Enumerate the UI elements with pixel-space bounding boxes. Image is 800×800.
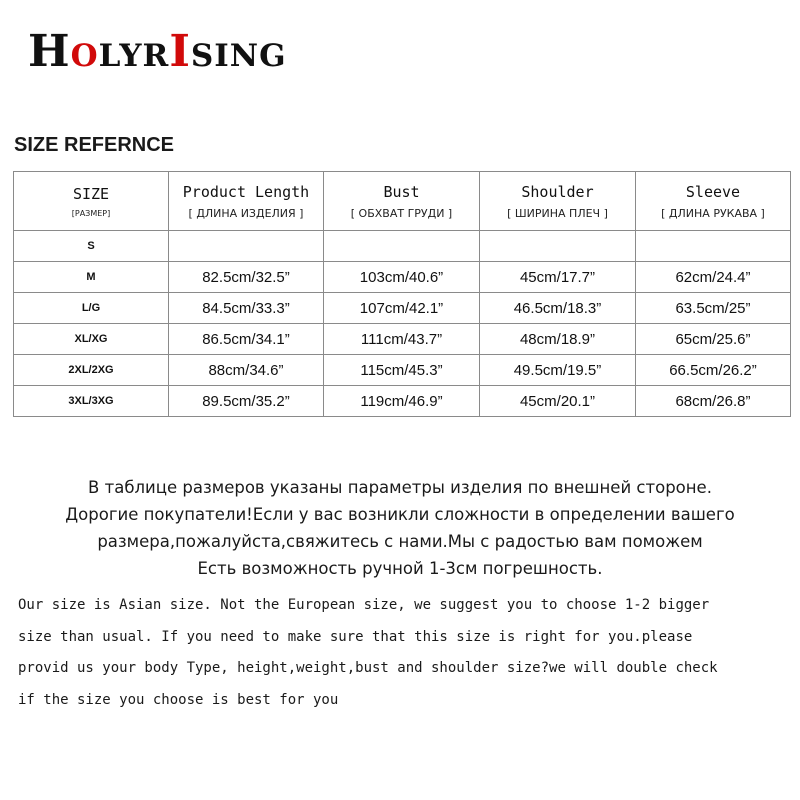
header-sleeve-label: Sleeve	[685, 182, 741, 201]
russian-size-note	[0, 474, 800, 582]
shoulder-cell: 46.5cm/18.3”	[480, 293, 636, 324]
brand-logo	[28, 26, 287, 78]
bust-cell: 103cm/40.6”	[324, 262, 480, 293]
header-product-length-sub: [ ДЛИНА ИЗДЕЛИЯ ]	[188, 206, 304, 220]
size-table	[13, 171, 791, 417]
header-shoulder-sub: [ ШИРИНА ПЛЕЧ ]	[507, 206, 608, 220]
shoulder-cell: 48cm/18.9”	[480, 324, 636, 355]
sleeve-cell: 65cm/25.6”	[636, 324, 791, 355]
logo-part-3: LYR	[98, 38, 170, 74]
size-cell: S	[14, 231, 169, 262]
size-cell: 2XL/2XG	[14, 355, 169, 386]
length-cell: 84.5cm/33.3”	[169, 293, 324, 324]
table-header-row	[14, 172, 791, 231]
table-row	[14, 262, 791, 293]
bust-cell: 107cm/42.1”	[324, 293, 480, 324]
length-cell: 82.5cm/32.5”	[169, 262, 324, 293]
header-sleeve-sub: [ ДЛИНА РУКАВА ]	[661, 206, 765, 220]
russian-note-line: Дорогие покупатели!Если у вас возникли сложности в определении вашего	[65, 505, 735, 524]
bust-cell	[324, 231, 480, 262]
header-shoulder-label: Shoulder	[521, 182, 594, 201]
header-size	[14, 172, 169, 231]
russian-note-line: размера,пожалуйста,свяжитесь с нами.Мы с радостью вам поможем	[97, 532, 703, 551]
header-product-length	[169, 172, 324, 231]
header-size-label: SIZE	[72, 184, 110, 203]
bust-cell: 119cm/46.9”	[324, 386, 480, 417]
header-product-length-label: Product Length	[182, 182, 310, 201]
table-row	[14, 355, 791, 386]
english-size-note	[18, 590, 788, 716]
section-title: SIZE REFERNCE	[14, 134, 175, 156]
table-row	[14, 386, 791, 417]
sleeve-cell: 62cm/24.4”	[636, 262, 791, 293]
header-bust	[324, 172, 480, 231]
table-row	[14, 293, 791, 324]
shoulder-cell: 49.5cm/19.5”	[480, 355, 636, 386]
size-cell: M	[14, 262, 169, 293]
logo-part-2: O	[70, 38, 99, 74]
russian-note-line: Есть возможность ручной 1-3см погрешность.	[197, 559, 603, 578]
sleeve-cell: 63.5cm/25”	[636, 293, 791, 324]
sleeve-cell	[636, 231, 791, 262]
length-cell: 89.5cm/35.2”	[169, 386, 324, 417]
header-sleeve	[636, 172, 791, 231]
english-note-line: Our size is Asian size. Not the European size, we suggest you to choose 1-2 bigger	[18, 597, 710, 613]
english-note-line: if the size you choose is best for you	[18, 691, 339, 708]
table-row	[14, 231, 791, 262]
table-row	[14, 324, 791, 355]
size-cell: L/G	[14, 293, 169, 324]
shoulder-cell: 45cm/17.7”	[480, 262, 636, 293]
header-size-sub: [РАЗМЕР]	[71, 208, 111, 218]
english-note-line: provid us your body Type, height,weight,bust and shoulder size?we will double check	[18, 660, 718, 676]
sleeve-cell: 68cm/26.8”	[636, 386, 791, 417]
logo-part-5: SING	[190, 38, 287, 74]
shoulder-cell: 45cm/20.1”	[480, 386, 636, 417]
size-cell: 3XL/3XG	[14, 386, 169, 417]
length-cell	[169, 231, 324, 262]
bust-cell: 115cm/45.3”	[324, 355, 480, 386]
header-bust-sub: [ ОБХВАТ ГРУДИ ]	[350, 206, 453, 220]
length-cell: 86.5cm/34.1”	[169, 324, 324, 355]
size-cell: XL/XG	[14, 324, 169, 355]
bust-cell: 111cm/43.7”	[324, 324, 480, 355]
russian-note-line: В таблице размеров указаны параметры изделия по внешней стороне.	[88, 478, 712, 497]
english-note-line: size than usual. If you need to make sure that this size is right for you.please	[18, 628, 693, 645]
shoulder-cell	[480, 231, 636, 262]
header-shoulder	[480, 172, 636, 231]
header-bust-label: Bust	[383, 182, 420, 201]
length-cell: 88cm/34.6”	[169, 355, 324, 386]
logo-part-1: H	[28, 26, 71, 77]
logo-part-4: I	[169, 26, 191, 77]
sleeve-cell: 66.5cm/26.2”	[636, 355, 791, 386]
